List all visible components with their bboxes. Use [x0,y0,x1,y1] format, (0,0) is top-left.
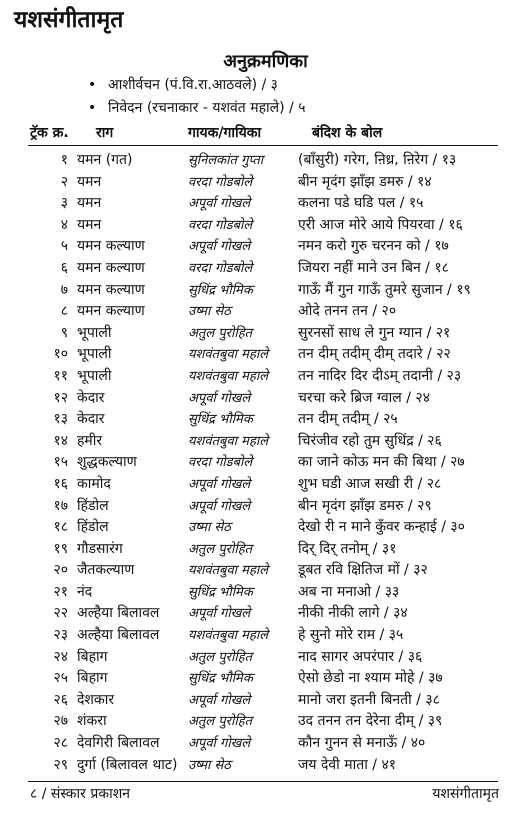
raag-name: भूपाली [77,346,112,363]
artist-name: सुधिंद्र भौमिक [188,671,253,687]
table-row [0,387,531,409]
track-number: २१ [53,583,68,600]
table-row [0,214,531,236]
track-number: ९ [60,324,68,341]
bullet-icon: • [88,100,97,116]
track-table [0,149,531,775]
artist-name: वरदा गोडबोले [188,174,253,190]
footer-divider [28,781,498,782]
artist-name: अतुल पुरोहित [188,649,253,665]
table-row [0,538,531,560]
track-number: १५ [53,454,68,471]
artist-name: वरदा गोडबोले [188,455,253,471]
raag-name: देवगिरी बिलावल [77,735,160,752]
track-number: १० [53,346,68,363]
track-number: २९ [53,756,68,773]
artist-name: सुधिंद्र भौमिक [188,282,253,298]
track-number: १८ [53,519,68,536]
table-row [0,235,531,257]
bandish-bols: तन दीम् तदीम् / २५ [298,411,398,428]
track-number: २ [60,173,68,190]
artist-name: उष्मा सेठ [188,304,231,320]
bandish-bols: जियरा नहीं माने उन बिन / १८ [298,259,449,276]
table-row [0,149,531,171]
artist-name: अपूर्वा गोखले [188,692,251,708]
track-number: ६ [60,259,68,276]
track-number: १ [60,152,68,168]
bandish-bols: देखो री न माने कुँवर कन्हाई / ३० [298,519,465,536]
track-number: १२ [53,389,68,406]
table-row [0,192,531,214]
bandish-bols: डूबत रवि क्षितिज मों / ३२ [298,562,428,579]
table-row [0,602,531,624]
bandish-bols: नमन करो गुरु चरनन को / १७ [298,238,449,255]
table-row [0,710,531,732]
table-row [0,689,531,711]
artist-name: वरदा गोडबोले [188,260,253,276]
bandish-bols: दिर् दिर् तनोम् / ३१ [298,540,397,557]
artist-name: उष्मा सेठ [188,520,231,536]
table-row [0,430,531,452]
raag-name: हमीर [77,432,103,449]
raag-name: बिहाग [77,648,108,665]
column-header-bols: बंदिश के बोल [312,125,383,141]
table-row [0,754,531,776]
table-row [0,300,531,322]
artist-name: अपूर्वा गोखले [188,498,251,514]
artist-name: अपूर्वा गोखले [188,476,251,492]
bandish-bols: मानो जरा इतनी बिनती / ३८ [298,691,440,708]
track-number: १९ [53,540,68,557]
raag-name: भूपाली [77,367,112,384]
artist-name: सुधिंद्र भौमिक [188,584,253,600]
raag-name: बिहाग [77,670,108,687]
raag-name: अल्हैया बिलावल [77,627,160,644]
raag-name: शंकरा [77,713,107,730]
raag-name: हिंडोल [77,519,109,536]
table-row [0,646,531,668]
raag-name: यमन [77,173,102,190]
table-row [0,343,531,365]
artist-name: अपूर्वा गोखले [188,196,251,212]
footer-book-title: यशसंगीतामृत [432,786,499,802]
bandish-bols: चिरंजीव रहो तुम सुधिंद्र / २६ [298,432,442,449]
preface-item [88,97,306,120]
artist-name: यशवंतबुवा महाले [188,563,269,579]
artist-name: अपूर्वा गोखले [188,606,251,622]
artist-name: यशवंतबुवा महाले [188,433,269,449]
column-header-track: ट्रॅक क्र. [30,125,69,141]
bandish-bols: नीकी नीकी लागे / ३४ [298,605,408,622]
raag-name: शुद्धकल्याण [77,454,137,471]
bandish-bols: ओदे तनन तन / २० [298,303,397,320]
book-title: यशसंगीतामृत [14,6,124,33]
raag-name: दुर्गा (बिलावल थाट) [77,756,178,773]
track-number: ५ [60,238,68,255]
header-divider [28,145,498,146]
track-number: २० [53,562,68,579]
track-number: १४ [53,432,68,449]
raag-name: यमन कल्याण [77,259,145,276]
table-row [0,257,531,279]
bandish-bols: उद तनन तन देरेना दीम् / ३९ [298,713,443,730]
raag-name: यमन [77,195,102,212]
artist-name: अतुल पुरोहित [188,541,253,557]
column-header-raag: राग [96,125,114,141]
raag-name: यमन कल्याण [77,238,145,255]
raag-name: यमन (गत) [77,152,133,168]
bandish-bols: तन दीम् तदीम् दीम् तदारे / २२ [298,346,451,363]
table-row [0,322,531,344]
raag-name: हिंडोल [77,497,109,514]
track-number: २६ [53,691,68,708]
table-row [0,624,531,646]
raag-name: गौडसारंग [77,540,123,557]
column-header-artist: गायक/गायिका [188,125,262,141]
artist-name: अपूर्वा गोखले [188,390,251,406]
preface-item-text: आशीर्वचन (पं.वि.रा.आठवले) / ३ [108,77,278,93]
artist-name: यशवंतबुवा महाले [188,347,269,363]
artist-name: यशवंतबुवा महाले [188,628,269,644]
table-row [0,667,531,689]
bandish-bols: गाऊँ मैं गुन गाऊँ तुमरे सुजान / १९ [298,281,471,298]
artist-name: उष्मा सेठ [188,757,231,773]
preface-item-text: निवेदन (रचनाकार - यशवंत महाले) / ५ [108,100,306,116]
table-row [0,559,531,581]
track-number: ११ [53,367,68,384]
table-row [0,365,531,387]
track-number: १६ [53,475,68,492]
bandish-bols: हे सुनो मोरे राम / ३५ [298,627,404,644]
artist-name: सुधिंद्र भौमिक [188,412,253,428]
bandish-bols: कौन गुनन से मनाऊँ / ४० [298,735,426,752]
track-number: ३ [60,195,68,212]
raag-name: देशकार [77,691,115,708]
artist-name: यशवंतबुवा महाले [188,368,269,384]
table-row [0,732,531,754]
track-number: १७ [53,497,68,514]
track-number: ७ [60,281,68,298]
bandish-bols: नाद सागर अपरंपार / ३६ [298,648,423,665]
table-row [0,408,531,430]
raag-name: भूपाली [77,324,112,341]
bandish-bols: शुभ घडी आज सखी री / २८ [298,475,442,492]
bandish-bols: एरी आज मोरे आये पियरवा / १६ [298,216,463,233]
table-row [0,516,531,538]
raag-name: अल्हैया बिलावल [77,605,160,622]
bandish-bols: चरचा करे ब्रिज ग्वाल / २४ [298,389,430,406]
table-row [0,581,531,603]
raag-name: नंद [77,583,93,600]
table-row [0,495,531,517]
track-number: २२ [53,605,68,622]
bandish-bols: ऐसो छेडो ना श्याम मोहे / ३७ [298,670,443,687]
artist-name: अपूर्वा गोखले [188,239,251,255]
track-number: ४ [60,216,68,233]
bandish-bols: जय देवी माता / ४१ [298,756,397,773]
artist-name: अतुल पुरोहित [188,325,253,341]
bandish-bols: बीन मृदंग झाँझ डमरु / २९ [298,497,432,514]
raag-name: यमन कल्याण [77,281,145,298]
footer-page-publisher: ८ / संस्कार प्रकाशन [30,786,130,802]
table-row [0,171,531,193]
track-number: २७ [53,713,68,730]
track-number: २४ [53,648,68,665]
bullet-icon: • [88,77,97,93]
raag-name: केदार [77,411,105,428]
bandish-bols: का जाने कोऊ मन की बिथा / २७ [298,454,465,471]
artist-name: सुनिलकांत गुप्ता [188,153,264,168]
bandish-bols: अब ना मनाओ / ३३ [298,583,400,600]
preface-list [88,74,306,120]
bandish-bols: बीन मृदंग झाँझ डमरु / १४ [298,173,432,190]
track-number: ८ [60,303,68,320]
bandish-bols: तन नादिर दिर दीऽम् तदानी / २३ [298,367,462,384]
track-number: १३ [53,411,68,428]
table-row [0,279,531,301]
artist-name: वरदा गोडबोले [188,217,253,233]
artist-name: अपूर्वा गोखले [188,736,251,752]
bandish-bols: कलना पडे घडि पल / १५ [298,195,424,212]
track-number: २८ [53,735,68,752]
raag-name: यमन [77,216,102,233]
raag-name: कामोद [77,475,111,492]
raag-name: केदार [77,389,105,406]
track-number: २३ [53,627,68,644]
track-number: २५ [53,670,68,687]
table-row [0,451,531,473]
preface-item [88,74,306,97]
section-heading: अनुक्रमणिका [223,51,308,72]
artist-name: अतुल पुरोहित [188,714,253,730]
raag-name: यमन कल्याण [77,303,145,320]
raag-name: जैतकल्याण [77,562,135,579]
bandish-bols: सुरनसों साध ले गुन ग्यान / २१ [298,324,451,341]
table-row [0,473,531,495]
bandish-bols: (बाँसुरी) गरेग, ऩिध्र, ऩिरेग / १३ [298,152,457,168]
